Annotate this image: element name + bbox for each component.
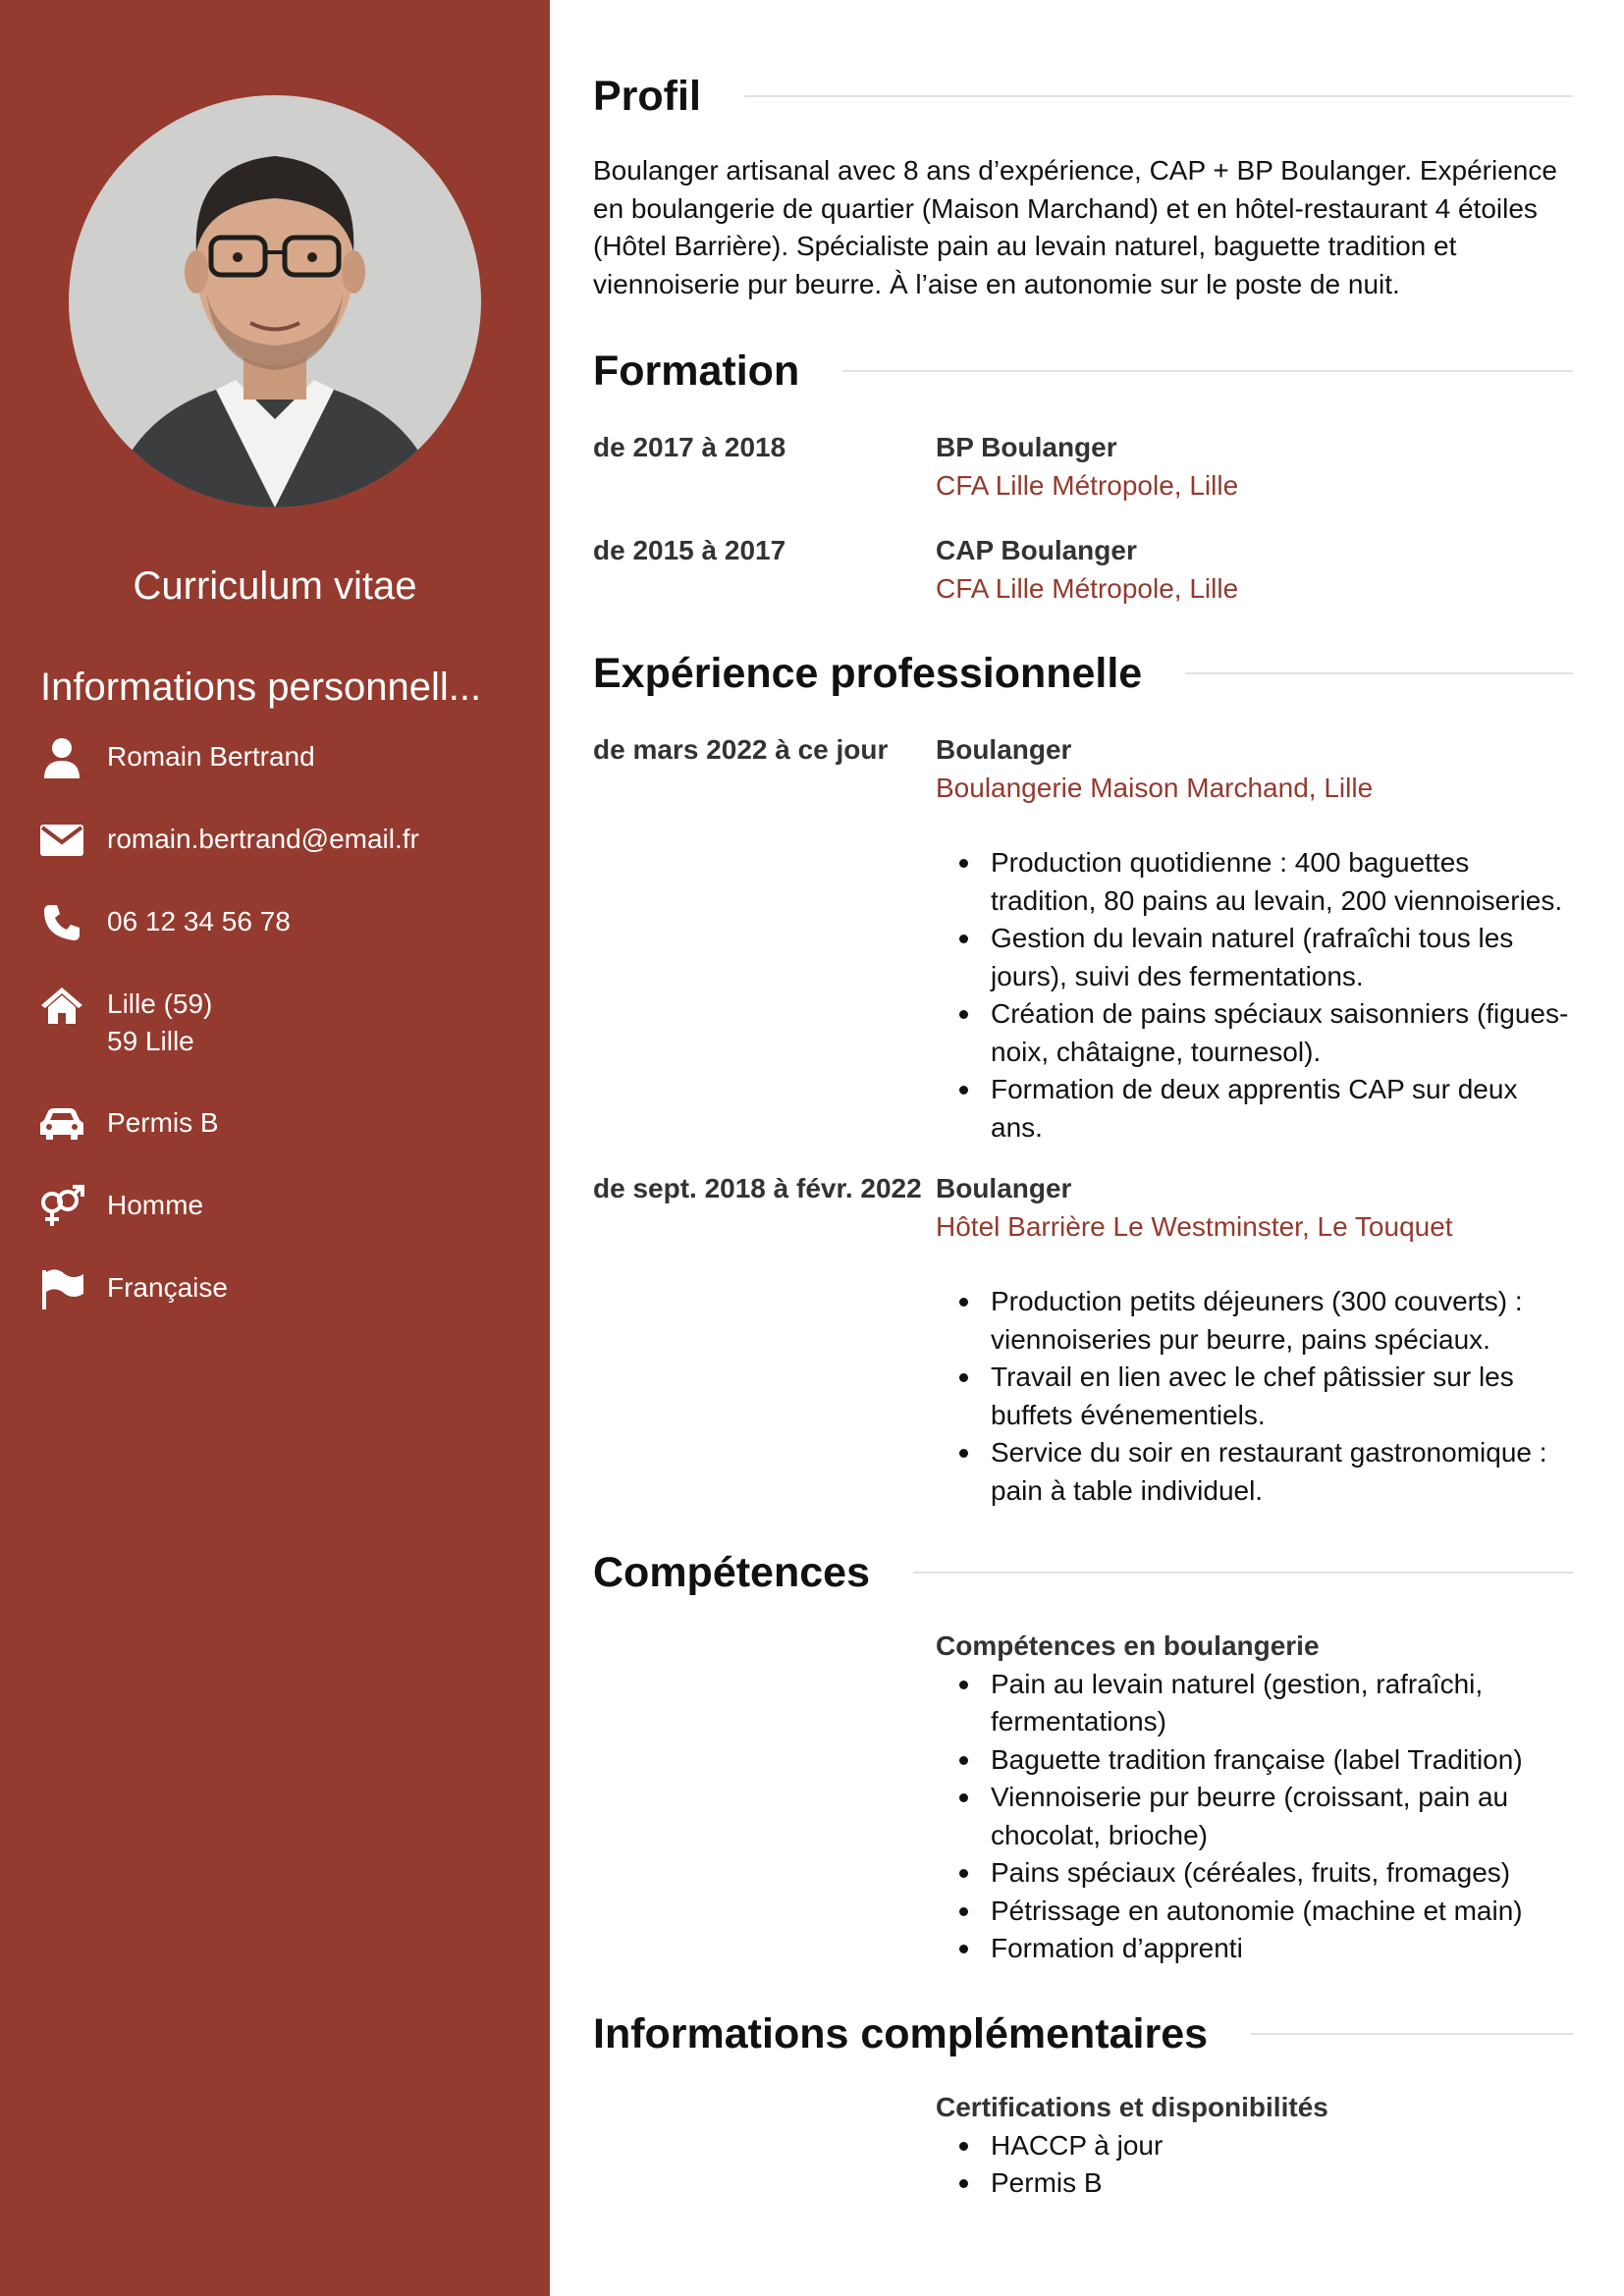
info-nationality	[39, 1266, 530, 1311]
section-title-formation: Formation	[593, 347, 800, 395]
list-item: HACCP à jour	[936, 2127, 1574, 2165]
formation-entry	[936, 429, 1574, 505]
experience-title: Boulanger	[936, 1173, 1072, 1203]
section-complementaires-header	[593, 2008, 1573, 2059]
formation-school: CFA Lille Métropole, Lille	[936, 469, 1239, 501]
formation-date: de 2015 à 2017	[593, 535, 786, 565]
list-item: Création de pains spéciaux saisonniers (figues-noix, châtaigne, tournesol).	[936, 995, 1574, 1071]
experience-entry	[936, 731, 1574, 1147]
list-item: Pains spéciaux (céréales, fruits, fromages)	[936, 1854, 1574, 1893]
info-name-text: Romain Bertrand	[107, 741, 315, 772]
info-email-text: romain.bertrand@email.fr	[107, 824, 419, 854]
experience-date: de sept. 2018 à févr. 2022	[593, 1173, 922, 1203]
info-phone	[39, 900, 530, 945]
experience-company: Boulangerie Maison Marchand, Lille	[936, 772, 1374, 803]
section-title-competences: Compétences	[593, 1549, 870, 1596]
section-title-complementaires: Informations complémentaires	[593, 2010, 1209, 2057]
envelope-icon	[39, 818, 84, 863]
list-item: Viennoiserie pur beurre (croissant, pain au chocolat, brioche)	[936, 1779, 1574, 1854]
info-address-line2: 59 Lille	[107, 1026, 194, 1056]
competences-list	[936, 1666, 1574, 1968]
experience-entry	[936, 1170, 1574, 1510]
section-divider	[913, 1572, 1573, 1574]
section-formation-header	[593, 346, 1573, 397]
formation-date: de 2017 à 2018	[593, 432, 786, 462]
info-gender-text: Homme	[107, 1190, 204, 1220]
list-item: Formation de deux apprentis CAP sur deux ans.	[936, 1071, 1574, 1147]
info-address-line1: Lille (59)	[107, 988, 213, 1019]
profile-photo	[69, 95, 481, 507]
list-item: Pétrissage en autonomie (machine et main)	[936, 1893, 1574, 1931]
list-item: Production quotidienne : 400 baguettes tradition, 80 pains au levain, 200 viennoiseries.	[936, 844, 1574, 920]
info-gender	[39, 1184, 530, 1229]
section-divider	[744, 95, 1573, 97]
info-phone-text: 06 12 34 56 78	[107, 906, 291, 936]
sidebar	[0, 0, 550, 2296]
info-name	[39, 735, 530, 780]
formation-title: CAP Boulanger	[936, 535, 1137, 565]
profil-text: Boulanger artisanal avec 8 ans d’expérience, CAP + BP Boulanger. Expérience en boulangerie de quartier (Maison Marchand) et en hôtel-restaurant 4 étoiles (Hôtel Barrière). Spécialiste pain au levain naturel, baguette tradition et viennoiserie pur beurre. À l’aise en autonomie sur le poste de nuit.	[593, 155, 1557, 299]
info-address	[39, 983, 530, 1060]
section-divider	[1251, 2033, 1573, 2035]
cv-title: Curriculum vitae	[133, 564, 417, 608]
experience-date: de mars 2022 à ce jour	[593, 734, 889, 765]
list-item: Pain au levain naturel (gestion, rafraîchi, fermentations)	[936, 1666, 1574, 1741]
list-item: Production petits déjeuners (300 couverts) : viennoiseries pur beurre, pains spéciaux.	[936, 1283, 1574, 1359]
home-icon	[39, 983, 84, 1028]
section-title-experience: Expérience professionnelle	[593, 650, 1143, 697]
formation-school: CFA Lille Métropole, Lille	[936, 572, 1239, 604]
flag-icon	[39, 1266, 84, 1311]
complementaires-list	[936, 2127, 1574, 2203]
competences-block	[936, 1628, 1574, 1968]
section-profil-header	[593, 71, 1573, 122]
section-experience-header	[593, 648, 1573, 699]
list-item: Gestion du levain naturel (rafraîchi tous les jours), suivi des fermentations.	[936, 920, 1574, 995]
complementaires-block	[936, 2089, 1574, 2203]
section-competences-header	[593, 1547, 1573, 1598]
list-item: Service du soir en restaurant gastronomique : pain à table individuel.	[936, 1434, 1574, 1510]
gender-icon	[39, 1184, 84, 1229]
personal-info-title: Informations personnell...	[40, 666, 482, 709]
section-divider	[1185, 672, 1573, 674]
list-item: Baguette tradition française (label Tradition)	[936, 1741, 1574, 1780]
experience-bullets	[936, 1283, 1574, 1510]
formation-title: BP Boulanger	[936, 432, 1117, 462]
formation-entry	[936, 532, 1574, 608]
competences-subtitle: Compétences en boulangerie	[936, 1630, 1320, 1661]
phone-icon	[39, 900, 84, 945]
list-item: Permis B	[936, 2164, 1574, 2203]
list-item: Travail en lien avec le chef pâtissier sur les buffets événementiels.	[936, 1359, 1574, 1434]
experience-bullets	[936, 844, 1574, 1147]
section-title-profil: Profil	[593, 73, 701, 120]
section-divider	[842, 370, 1573, 372]
info-email	[39, 818, 530, 863]
info-license	[39, 1101, 530, 1147]
complementaires-subtitle: Certifications et disponibilités	[936, 2092, 1328, 2122]
car-icon	[39, 1101, 84, 1147]
experience-title: Boulanger	[936, 734, 1072, 765]
list-item: Formation d’apprenti	[936, 1930, 1574, 1968]
experience-company: Hôtel Barrière Le Westminster, Le Touquet	[936, 1210, 1453, 1242]
person-icon	[39, 735, 84, 780]
info-nationality-text: Française	[107, 1272, 228, 1303]
info-license-text: Permis B	[107, 1107, 219, 1138]
